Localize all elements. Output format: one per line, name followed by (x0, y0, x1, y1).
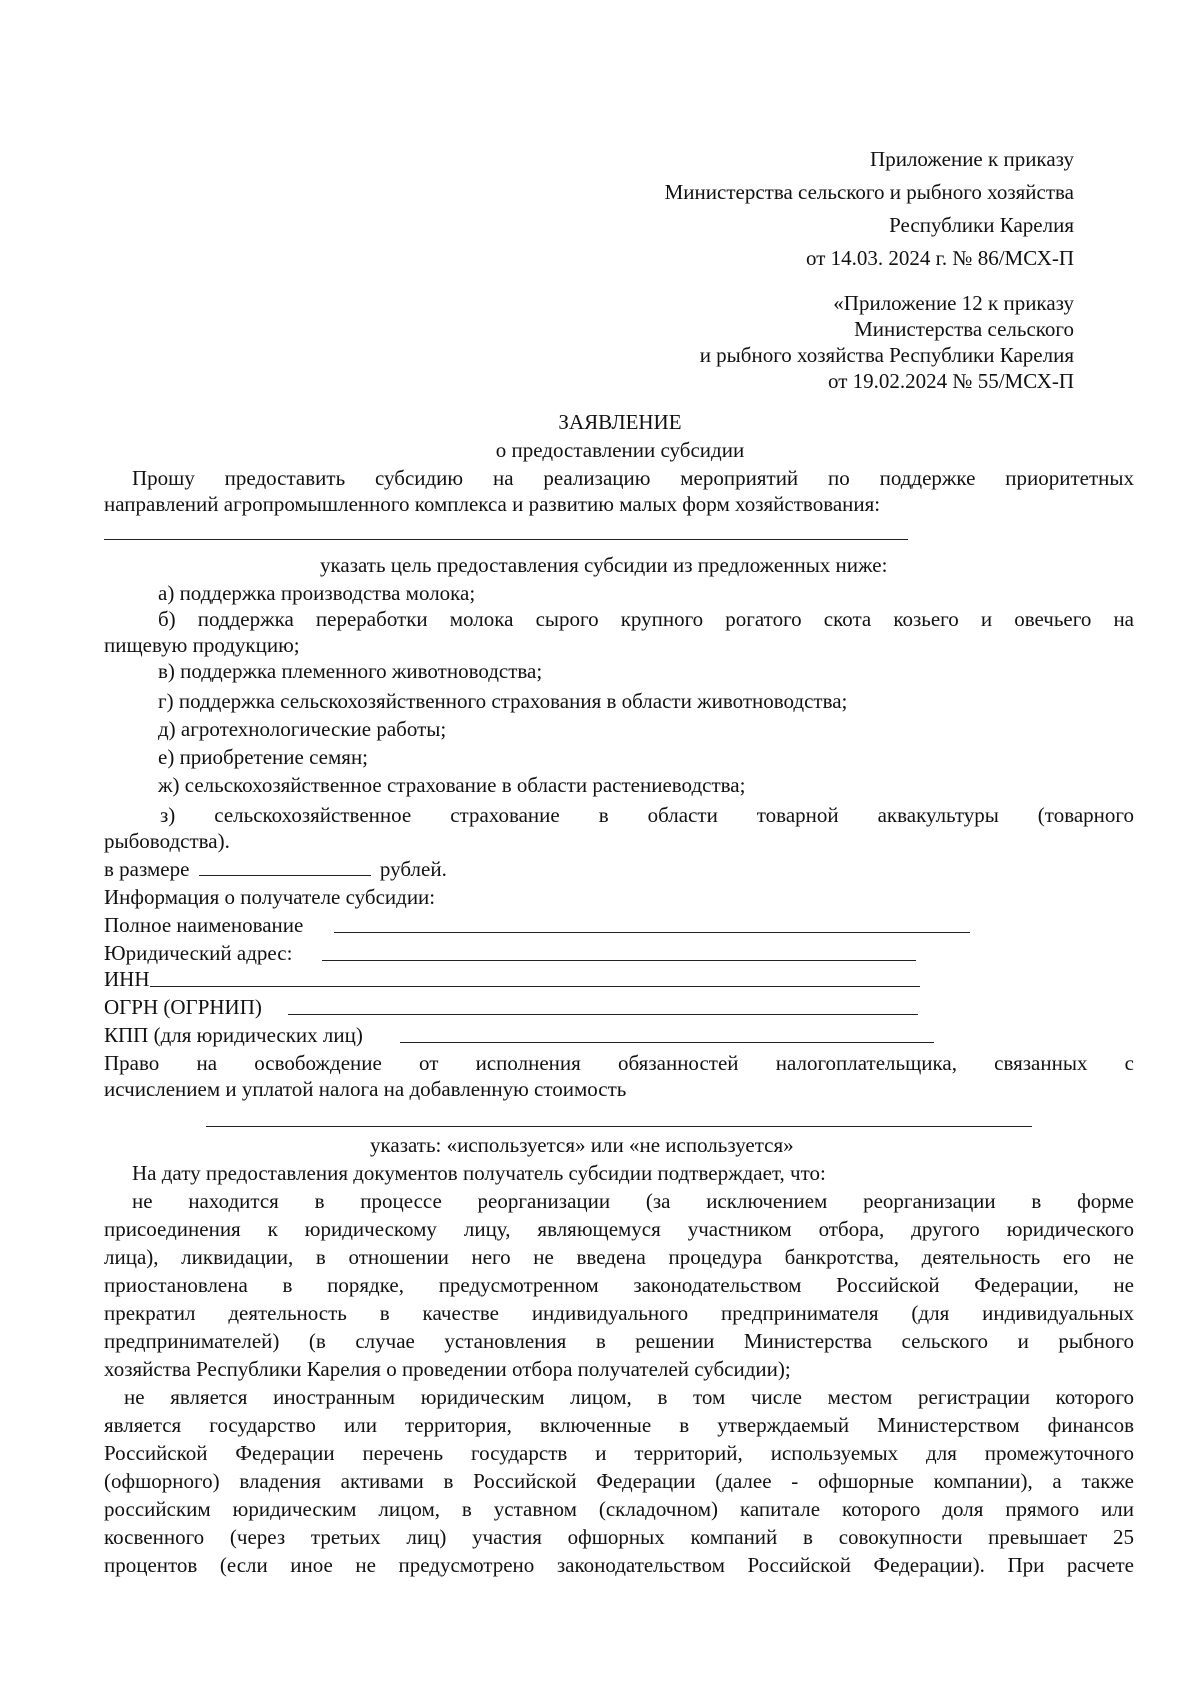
option-z-line1: з) сельскохозяйственное страхование в области товарной аквакультуры (товарного (160, 803, 1134, 827)
recipient-heading: Информация о получателе субсидии: (104, 885, 436, 909)
confirm-p2-line: процентов (если иное не предусмотрено законодательством Российской Федерации). При расчете (104, 1553, 1134, 1577)
intro-line1: Прошу предоставить субсидию на реализацию мероприятий по поддержке приоритетных (132, 466, 1134, 490)
confirm-p1-line: лица), ликвидации, в отношении него не введена процедура банкротства, деятельность его не (104, 1245, 1134, 1269)
option-e: е) приобретение семян; (158, 745, 369, 769)
confirm-p2-line: не является иностранным юридическим лицом, в том числе местом регистрации которого (124, 1385, 1134, 1409)
purpose-hint: указать цель предоставления субсидии из предложенных ниже: (320, 553, 888, 577)
confirm-p2-line: российским юридическим лицом, в уставном (складочном) капитале которого доля прямого или (104, 1497, 1134, 1521)
amount-row (104, 856, 447, 882)
confirm-p2-line: косвенного (через третьих лиц) участия офшорных компаний в совокупности превышает 25 (104, 1525, 1134, 1549)
confirm-p2-line: (офшорного) владения активами в Российской Федерации (далее - офшорные компании), а также (104, 1469, 1134, 1493)
document-subtitle: о предоставлении субсидии (495, 438, 745, 462)
option-d: д) агротехнологические работы; (158, 717, 447, 741)
purpose-fill-line[interactable] (104, 539, 908, 540)
amount-prefix: в размере (104, 857, 190, 881)
confirm-p1-line: присоединения к юридическому лицу, являющемуся участником отбора, другого юридического (104, 1217, 1134, 1241)
option-b-line1: б) поддержка переработки молока сырого крупного рогатого скота козьего и овечьего на (158, 607, 1134, 631)
confirm-p1-line: прекратил деятельность в качестве индивидуального предпринимателя (для индивидуальных (104, 1301, 1134, 1325)
ogrn-field[interactable] (288, 1014, 918, 1015)
header-order-line3: Республики Карелия (889, 213, 1074, 237)
inn-field[interactable] (150, 986, 920, 987)
header-order-line4: от 14.03. 2024 г. № 86/МСХ-П (806, 246, 1074, 270)
recipient-kpp-label: КПП (для юридических лиц) (104, 1023, 363, 1047)
recipient-full-name-label: Полное наименование (104, 913, 304, 937)
intro-line2: направлений агропромышленного комплекса и развитию малых форм хозяйствования: (104, 492, 881, 516)
option-z-line2: рыбоводства). (104, 829, 230, 853)
kpp-field[interactable] (400, 1042, 934, 1043)
recipient-ogrn-label: ОГРН (ОГРНИП) (104, 995, 262, 1019)
header-order-line1: Приложение к приказу (870, 147, 1074, 171)
amount-field[interactable] (199, 857, 371, 876)
header-appendix-line1: «Приложение 12 к приказу (833, 291, 1074, 315)
header-appendix-line4: от 19.02.2024 № 55/МСХ-П (828, 369, 1074, 393)
confirm-intro: На дату предоставления документов получатель субсидии подтверждает, что: (132, 1161, 826, 1185)
confirm-p1-line: предпринимателей) (в случае установления в решении Министерства сельского и рыбного (104, 1329, 1134, 1353)
confirm-p1-line: приостановлена в порядке, предусмотренном законодательством Российской Федерации, не (104, 1273, 1134, 1297)
confirm-p1-line: хозяйства Республики Карелия о проведении отбора получателей субсидии); (104, 1357, 791, 1381)
option-a: а) поддержка производства молока; (158, 581, 476, 605)
recipient-inn-label: ИНН (104, 967, 150, 991)
recipient-address-label: Юридический адрес: (104, 941, 293, 965)
document-title: ЗАЯВЛЕНИЕ (558, 410, 682, 434)
confirm-p2-line: является государство или территория, включенные в утверждаемый Министерством финансов (104, 1413, 1134, 1437)
header-appendix-line2: Министерства сельского (854, 317, 1074, 341)
option-g: г) поддержка сельскохозяйственного страхования в области животноводства; (158, 689, 848, 713)
full-name-field[interactable] (334, 932, 970, 933)
vat-line1: Право на освобождение от исполнения обязанностей налогоплательщика, связанных с (104, 1051, 1134, 1075)
address-field[interactable] (322, 960, 916, 961)
option-v: в) поддержка племенного животноводства; (158, 659, 543, 683)
vat-line2: исчислением и уплатой налога на добавленную стоимость (104, 1077, 627, 1101)
vat-hint: указать: «используется» или «не используется» (370, 1133, 794, 1157)
header-appendix-line3: и рыбного хозяйства Республики Карелия (699, 343, 1074, 367)
header-order-line2: Министерства сельского и рыбного хозяйства (664, 180, 1074, 204)
option-zh: ж) сельскохозяйственное страхование в области растениеводства; (158, 773, 746, 797)
confirm-p2-line: Российской Федерации перечень государств и территорий, используемых для промежуточного (104, 1441, 1134, 1465)
amount-suffix: рублей. (379, 857, 447, 881)
vat-fill-line[interactable] (206, 1126, 1032, 1127)
confirm-p1-line: не находится в процессе реорганизации (за исключением реорганизации в форме (132, 1189, 1134, 1213)
option-b-line2: пищевую продукцию; (104, 633, 300, 657)
